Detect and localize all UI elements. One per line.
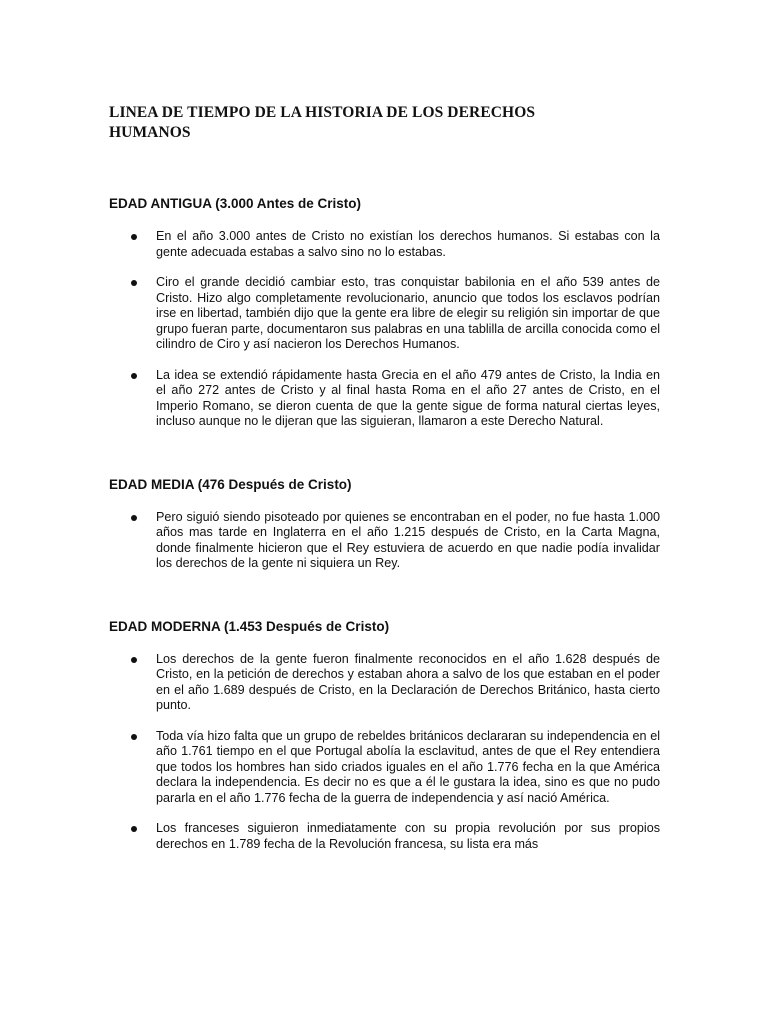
bullet-icon [131,826,137,832]
bullet-icon [131,234,137,240]
list-item [109,275,660,353]
list-item [109,821,660,852]
bullet-icon [131,373,137,379]
list-item-text: En el año 3.000 antes de Cristo no existían los derechos humanos. Si estabas con la gente adecuada estabas a salvo sino no lo estabas. [156,229,660,259]
list-item [109,652,660,714]
bullet-icon [131,280,137,286]
list-item [109,510,660,572]
document-page [109,103,660,852]
bullet-icon [131,657,137,663]
section-heading-edad-antigua: EDAD ANTIGUA (3.000 Antes de Cristo) [109,196,362,211]
bullet-list-edad-antigua [109,229,660,430]
document-title: LINEA DE TIEMPO DE LA HISTORIA DE LOS DERECHOS HUMANOS [109,104,536,141]
section-heading-edad-media: EDAD MEDIA (476 Después de Cristo) [109,476,352,492]
list-item [109,729,660,807]
list-item-text: Los franceses siguieron inmediatamente con su propia revolución por sus propios derechos en 1.789 fecha de la Revolución francesa, su lista era más [156,821,660,851]
list-item-text: Ciro el grande decidió cambiar esto, tras conquistar babilonia en el año 539 antes de Cristo. Hizo algo completamente revolucionario, anuncio que todos los esclavos podrían irse en libertad, también dijo que la gente era libre de elegir su religión sin importar de que grupo fueran parte, documentaron sus palabras en una tablilla de arcilla conocida como el cilindro de Ciro y así nacieron los Derechos Humanos. [156,275,660,351]
section-heading-edad-moderna: EDAD MODERNA (1.453 Después de Cristo) [109,618,390,634]
bullet-icon [131,734,137,740]
list-item [109,229,660,260]
list-item [109,368,660,430]
list-item-text: La idea se extendió rápidamente hasta Grecia en el año 479 antes de Cristo, la India en el año 272 antes de Cristo y al final hasta Roma en el año 27 antes de Cristo, en el Imperio Romano, se dieron cuenta de que la gente sigue de forma natural ciertas leyes, incluso aunque no le dijeran que las siguieran, llamaron a este Derecho Natural. [156,367,660,428]
list-item-text: Toda vía hizo falta que un grupo de rebeldes británicos declararan su independencia en el año 1.761 tiempo en el que Portugal abolía la esclavitud, antes de que el Rey entendiera que todos los hombres han sido criados iguales en el año 1.776 fecha en la que América declara la independencia. Es decir no es que a él le gustara la idea, sino es que no pudo pararla en el año 1.776 fecha de la guerra de independencia y así nació América. [156,728,660,805]
list-item-text: Pero siguió siendo pisoteado por quienes se encontraban en el poder, no fue hasta 1.000 años mas tarde en Inglaterra en el año 1.215 después de Cristo, en la Carta Magna, donde finalmente hicieron que el Rey estuviera de acuerdo en que nadie podía invalidar los derechos de la gente ni siquiera un Rey. [156,509,660,570]
bullet-list-edad-media [109,510,660,572]
bullet-icon [131,515,137,521]
bullet-list-edad-moderna [109,652,660,853]
list-item-text: Los derechos de la gente fueron finalmente reconocidos en el año 1.628 después de Cristo, en la petición de derechos y estaban ahora a salvo de los que estaban en el poder en el año 1.689 después de Cristo, en la Declaración de Derechos Británico, hasta cierto punto. [156,651,660,712]
